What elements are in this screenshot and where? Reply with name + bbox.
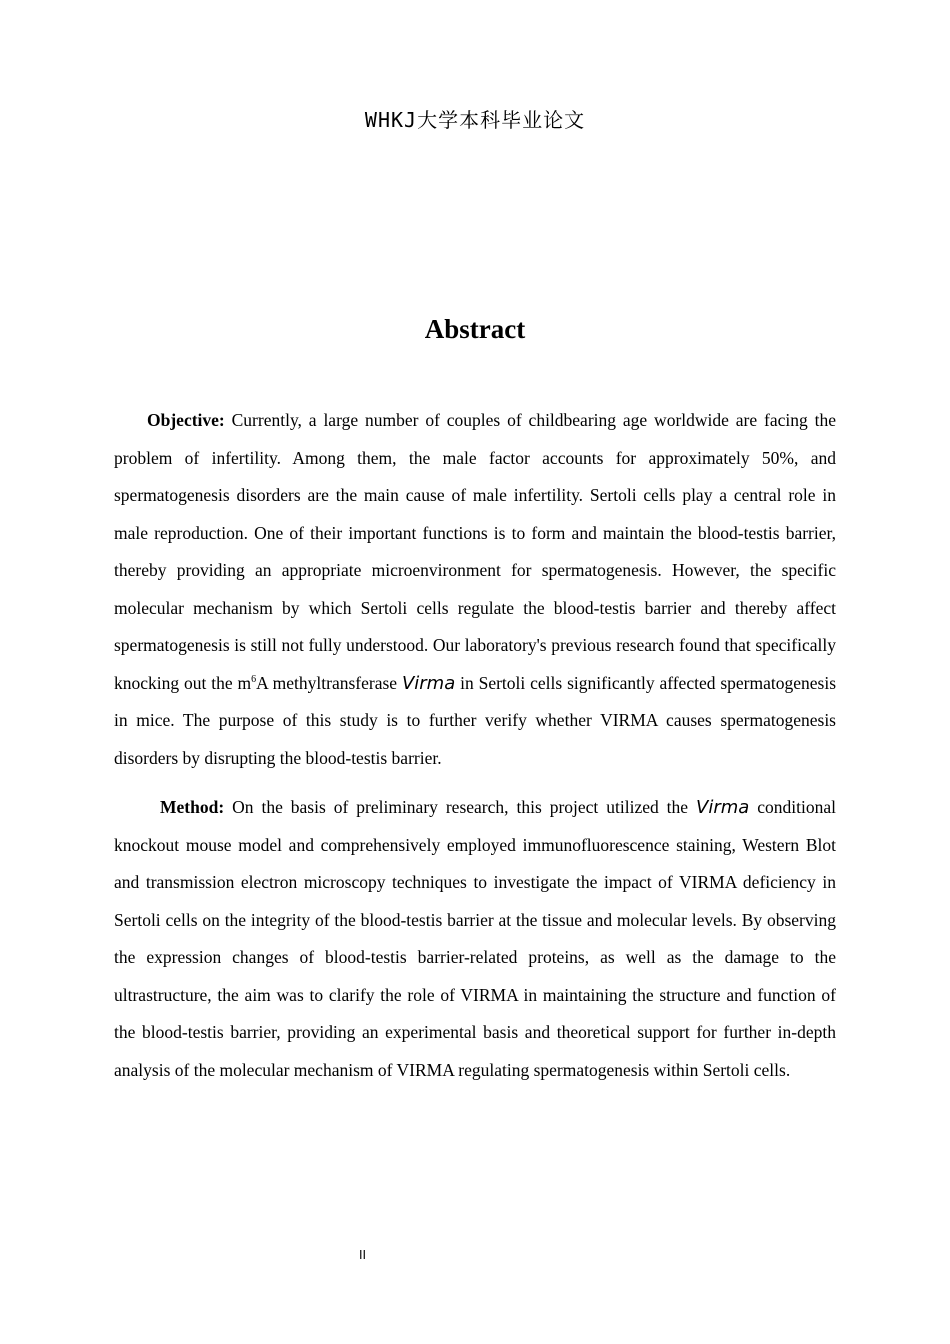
objective-text-part-3: in Sertoli cells significantly affected spermatogenesis in mice. The purpose of this study is to further verify whether VIRMA causes spermatogenesis disorders by disrupting the blood-testis barrier. <box>114 672 837 768</box>
objective-text-part-2: A methyltransferase <box>256 672 402 693</box>
running-header: WHKJ大学本科毕业论文 <box>364 108 586 132</box>
gene-name-virma: Virma <box>401 672 456 694</box>
abstract-body <box>114 402 836 1101</box>
objective-label: Objective: <box>147 410 225 430</box>
page-title: Abstract <box>424 314 526 344</box>
method-text-part-2: conditional knockout mouse model and comprehensively employed immunofluorescence staining, Western Blot and transmission electron microscopy techniques to investigate the impact of VIRMA deficiency in Sertoli cells on the integrity of the blood-testis barrier at the tissue and molecular levels. By observing the expression changes of blood-testis barrier-related proteins, as well as the damage to the ultrastructure, the aim was to clarify the role of VIRMA in maintaining the structure and function of the blood-testis barrier, providing an experimental basis and theoretical support for further in-depth analysis of the molecular mechanism of VIRMA regulating spermatogenesis within Sertoli cells. <box>114 797 836 1080</box>
page-number: II <box>359 1248 367 1262</box>
method-label: Method: <box>160 797 225 817</box>
objective-text-part-1: Currently, a large number of couples of childbearing age worldwide are facing the problem of infertility. Among them, the male factor accounts for approximately 50%, and spermatogenesis disorders are the main cause of male infertility. Sertoli cells play a central role in male reproduction. One of their important functions is to form and maintain the blood-testis barrier, thereby providing an appropriate microenvironment for spermatogenesis. However, the specific molecular mechanism by which Sertoli cells regulate the blood-testis barrier and thereby affect spermatogenesis is still not fully understood. Our laboratory's previous research found that specifically knocking out the m <box>114 410 836 693</box>
m6a-superscript: 6 <box>251 673 257 685</box>
method-paragraph <box>114 789 836 1089</box>
method-text-part-1: On the basis of preliminary research, this project utilized the <box>224 797 697 817</box>
gene-name-virma: Virma <box>696 797 750 818</box>
objective-paragraph <box>114 402 836 777</box>
